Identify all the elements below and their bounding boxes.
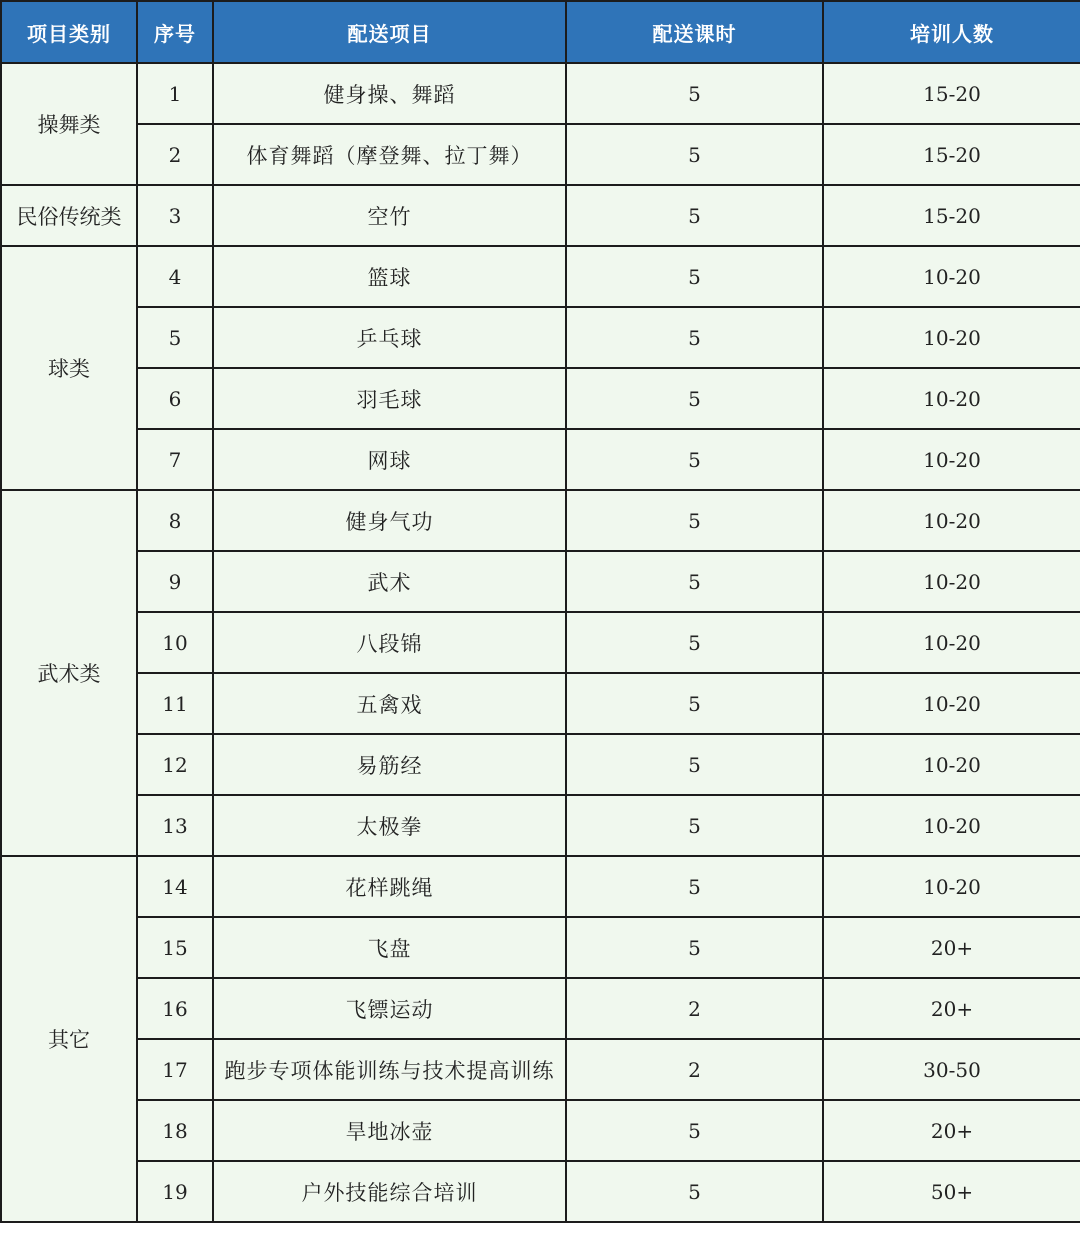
people-cell: 30-50	[823, 1039, 1080, 1100]
people-cell: 15-20	[823, 185, 1080, 246]
item-cell: 武术	[213, 551, 566, 612]
seq-cell: 17	[137, 1039, 213, 1100]
people-cell: 15-20	[823, 124, 1080, 185]
people-cell: 10-20	[823, 307, 1080, 368]
seq-cell: 19	[137, 1161, 213, 1222]
seq-cell: 3	[137, 185, 213, 246]
item-cell: 健身操、舞蹈	[213, 63, 566, 124]
table-row	[1, 185, 1080, 246]
table-row	[1, 978, 1080, 1039]
category-cell: 操舞类	[1, 63, 137, 185]
header-category: 项目类别	[1, 1, 137, 63]
seq-cell: 14	[137, 856, 213, 917]
hours-cell: 5	[566, 490, 823, 551]
people-cell: 10-20	[823, 490, 1080, 551]
table-row	[1, 734, 1080, 795]
hours-cell: 5	[566, 917, 823, 978]
seq-cell: 4	[137, 246, 213, 307]
item-cell: 跑步专项体能训练与技术提高训练	[213, 1039, 566, 1100]
item-cell: 体育舞蹈（摩登舞、拉丁舞）	[213, 124, 566, 185]
item-cell: 羽毛球	[213, 368, 566, 429]
item-cell: 太极拳	[213, 795, 566, 856]
seq-cell: 6	[137, 368, 213, 429]
item-cell: 乒乓球	[213, 307, 566, 368]
category-cell: 其它	[1, 856, 137, 1222]
hours-cell: 2	[566, 978, 823, 1039]
item-cell: 网球	[213, 429, 566, 490]
hours-cell: 5	[566, 673, 823, 734]
item-cell: 户外技能综合培训	[213, 1161, 566, 1222]
table-row	[1, 917, 1080, 978]
hours-cell: 5	[566, 429, 823, 490]
table-row	[1, 368, 1080, 429]
category-cell: 球类	[1, 246, 137, 490]
category-cell: 武术类	[1, 490, 137, 856]
hours-cell: 5	[566, 124, 823, 185]
seq-cell: 10	[137, 612, 213, 673]
item-cell: 篮球	[213, 246, 566, 307]
item-cell: 飞盘	[213, 917, 566, 978]
people-cell: 10-20	[823, 246, 1080, 307]
seq-cell: 7	[137, 429, 213, 490]
people-cell: 20+	[823, 1100, 1080, 1161]
people-cell: 10-20	[823, 429, 1080, 490]
header-seq: 序号	[137, 1, 213, 63]
hours-cell: 5	[566, 551, 823, 612]
category-cell: 民俗传统类	[1, 185, 137, 246]
header-item: 配送项目	[213, 1, 566, 63]
header-people: 培训人数	[823, 1, 1080, 63]
item-cell: 花样跳绳	[213, 856, 566, 917]
people-cell: 20+	[823, 978, 1080, 1039]
table-row	[1, 1100, 1080, 1161]
seq-cell: 12	[137, 734, 213, 795]
people-cell: 10-20	[823, 795, 1080, 856]
people-cell: 20+	[823, 917, 1080, 978]
hours-cell: 5	[566, 185, 823, 246]
table-row	[1, 246, 1080, 307]
header-hours: 配送课时	[566, 1, 823, 63]
table-header	[1, 1, 1080, 63]
hours-cell: 5	[566, 63, 823, 124]
seq-cell: 9	[137, 551, 213, 612]
item-cell: 八段锦	[213, 612, 566, 673]
people-cell: 10-20	[823, 734, 1080, 795]
seq-cell: 1	[137, 63, 213, 124]
table-row	[1, 612, 1080, 673]
table-row	[1, 551, 1080, 612]
seq-cell: 8	[137, 490, 213, 551]
hours-cell: 5	[566, 612, 823, 673]
header-row	[1, 1, 1080, 63]
seq-cell: 11	[137, 673, 213, 734]
table-row	[1, 307, 1080, 368]
table-row	[1, 795, 1080, 856]
table-row	[1, 673, 1080, 734]
people-cell: 10-20	[823, 856, 1080, 917]
people-cell: 10-20	[823, 673, 1080, 734]
seq-cell: 15	[137, 917, 213, 978]
seq-cell: 2	[137, 124, 213, 185]
table-row	[1, 124, 1080, 185]
hours-cell: 5	[566, 856, 823, 917]
seq-cell: 13	[137, 795, 213, 856]
seq-cell: 18	[137, 1100, 213, 1161]
hours-cell: 5	[566, 1161, 823, 1222]
hours-cell: 2	[566, 1039, 823, 1100]
seq-cell: 16	[137, 978, 213, 1039]
table-row	[1, 63, 1080, 124]
item-cell: 易筋经	[213, 734, 566, 795]
hours-cell: 5	[566, 307, 823, 368]
table-row	[1, 490, 1080, 551]
people-cell: 50+	[823, 1161, 1080, 1222]
item-cell: 健身气功	[213, 490, 566, 551]
table-row	[1, 856, 1080, 917]
table-row	[1, 429, 1080, 490]
hours-cell: 5	[566, 246, 823, 307]
people-cell: 10-20	[823, 551, 1080, 612]
hours-cell: 5	[566, 1100, 823, 1161]
table-row	[1, 1161, 1080, 1222]
table-row	[1, 1039, 1080, 1100]
item-cell: 飞镖运动	[213, 978, 566, 1039]
people-cell: 10-20	[823, 368, 1080, 429]
item-cell: 旱地冰壶	[213, 1100, 566, 1161]
people-cell: 15-20	[823, 63, 1080, 124]
item-cell: 空竹	[213, 185, 566, 246]
hours-cell: 5	[566, 795, 823, 856]
people-cell: 10-20	[823, 612, 1080, 673]
hours-cell: 5	[566, 734, 823, 795]
table-body	[1, 63, 1080, 1222]
hours-cell: 5	[566, 368, 823, 429]
seq-cell: 5	[137, 307, 213, 368]
item-cell: 五禽戏	[213, 673, 566, 734]
